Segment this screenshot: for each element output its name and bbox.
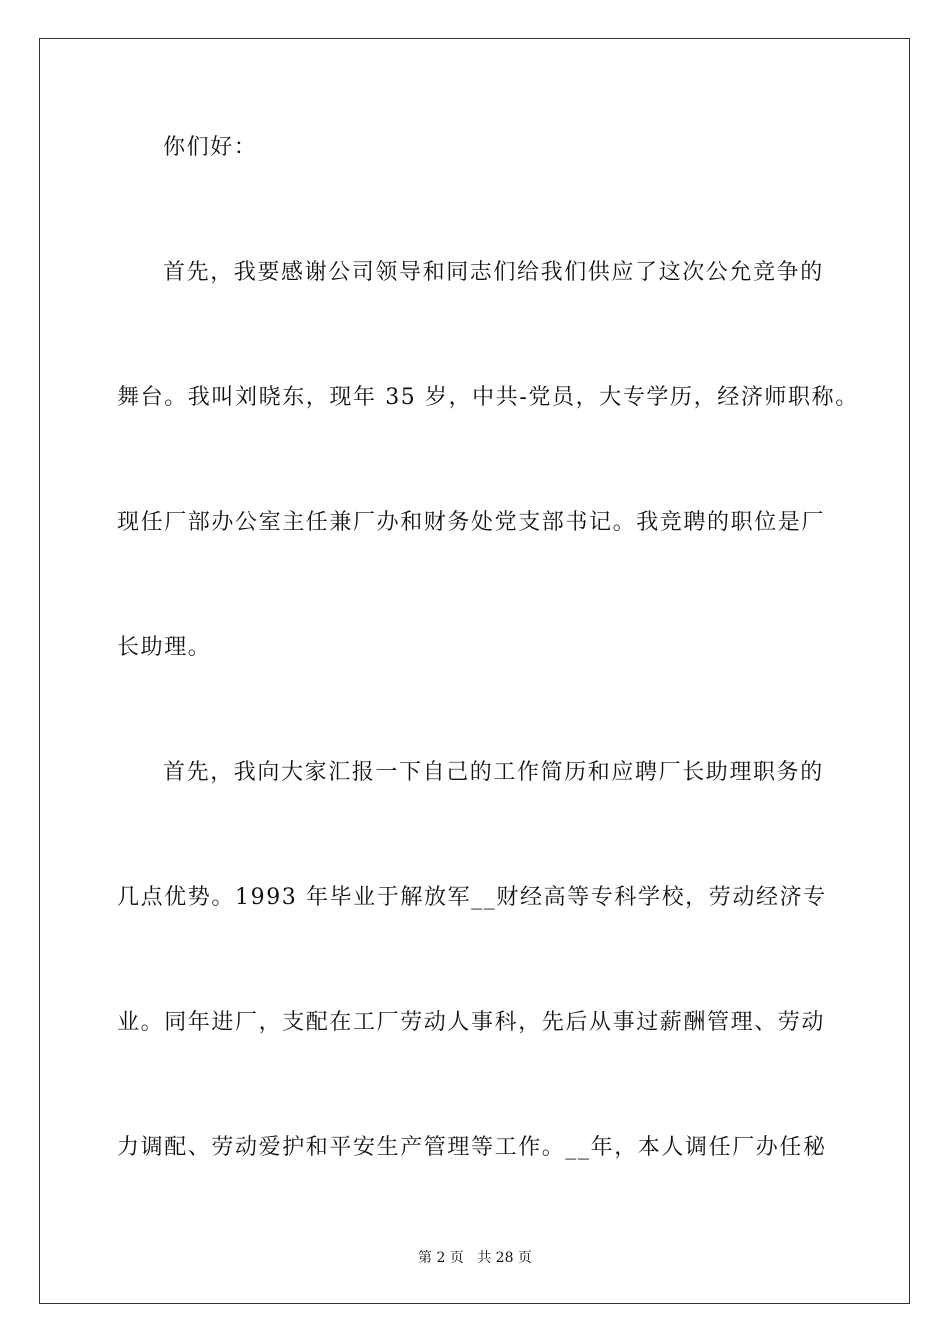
paragraph-1-line-2: 舞台。我叫刘晓东，现年 35 岁，中共-党员，大专学历，经济师职称。 — [117, 385, 859, 410]
paragraph-2-line-3: 业。同年进厂，支配在工厂劳动人事科，先后从事过薪酬管理、劳动 — [117, 1010, 826, 1035]
page-footer — [0, 1248, 950, 1268]
page-total: 共 28 页 — [477, 1250, 532, 1266]
paragraph-2-line-2: 几点优势。1993 年毕业于解放军__财经高等专科学校，劳动经济专 — [117, 885, 827, 910]
paragraph-1-line-4: 长助理。 — [117, 635, 212, 660]
paragraph-2-line-1: 首先，我向大家汇报一下自己的工作简历和应聘厂长助理职务的 — [163, 760, 824, 785]
page-border — [39, 38, 910, 1304]
page-number: 第 2 页 — [418, 1250, 464, 1266]
greeting-line: 你们好： — [163, 135, 258, 160]
paragraph-1-line-3: 现任厂部办公室主任兼厂办和财务处党支部书记。我竞聘的职位是厂 — [117, 510, 826, 535]
paragraph-2-line-4: 力调配、劳动爱护和平安生产管理等工作。__年，本人调任厂办任秘 — [117, 1135, 827, 1160]
paragraph-1-line-1: 首先，我要感谢公司领导和同志们给我们供应了这次公允竞争的 — [163, 260, 824, 285]
